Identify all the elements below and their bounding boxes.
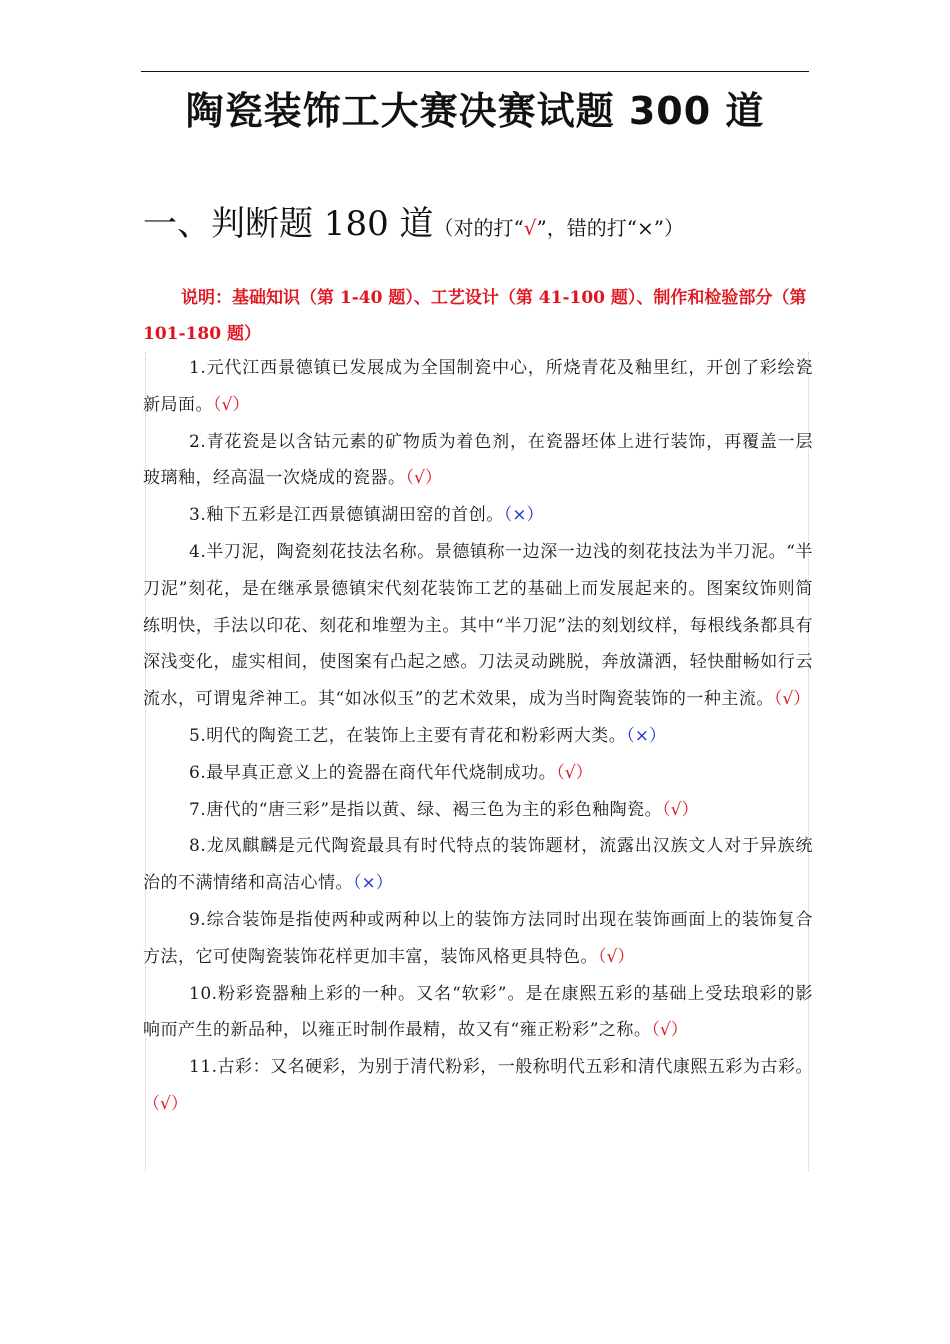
question-item [143,902,813,976]
cross-mark-symbol: × [636,216,654,240]
question-text: 5.明代的陶瓷工艺，在装饰上主要有青花和粉彩两大类。 [189,725,627,746]
question-text: 4.半刀泥，陶瓷刻花技法名称。景德镇称一边深一边浅的刻花技法为半刀泥。“半刀泥”刻花，是在继承景德镇宋代刻花装饰工艺的基础上而发展起来的。图案纹饰则简练明快，手法以印花、刻花和堆塑为主。其中“半刀泥”法的刻划纹样，每根线条都具有深浅变化，虚实相间，使图案有凸起之感。刀法灵动跳脱，奔放潇洒，轻快酣畅如行云流水，可谓鬼斧神工。其“如冰似玉”的艺术效果，成为当时陶瓷装饰的一种主流。 [143,541,813,710]
question-text: 9.综合装饰是指使两种或两种以上的装饰方法同时出现在装饰画面上的装饰复合方法，它可使陶瓷装饰花样更加丰富，装饰风格更具特色。 [143,909,813,967]
answer-correct-mark: （√） [556,762,593,783]
question-text: 3.釉下五彩是江西景德镇湖田窑的首创。 [189,505,504,526]
answer-wrong-mark: （×） [353,873,393,894]
answer-correct-mark: （√） [213,394,250,415]
question-item [143,350,813,424]
question-item [143,424,813,498]
question-item [143,497,813,534]
question-text: 2.青花瓷是以含钴元素的矿物质为着色剂，在瓷器坯体上进行装饰，再覆盖一层玻璃釉，经高温一次烧成的瓷器。 [143,431,813,489]
question-item [143,534,813,718]
top-rule [141,71,809,72]
question-item [143,718,813,755]
question-list [143,350,813,1123]
question-item [143,755,813,792]
instructions-note: 说明：基础知识（第 1-40 题）、工艺设计（第 41-100 题）、制作和检验部分（第 101-180 题） [143,288,807,344]
answer-correct-mark: （√） [773,689,811,710]
answer-wrong-mark: （×） [503,505,544,526]
question-item [143,1049,813,1123]
answer-correct-mark: （√） [143,1093,188,1114]
check-mark-symbol: √ [523,216,537,240]
question-text: 11.古彩：又名硬彩，为别于清代粉彩，一般称明代五彩和清代康熙五彩为古彩。 [189,1057,813,1078]
section-heading [143,196,684,245]
question-text: 7.唐代的“唐三彩”是指以黄、绿、褐三色为主的彩色釉陶瓷。 [189,799,663,820]
question-text: 8.龙凤麒麟是元代陶瓷最具有时代特点的装饰题材，流露出汉族文人对于异族统治的不满情绪和高洁心情。 [143,836,813,894]
answer-correct-mark: （√） [662,799,699,820]
section-title: 一、判断题 180 道 [143,204,434,244]
question-item [143,976,813,1050]
document-title: 陶瓷装饰工大赛决赛试题 300 道 [185,89,765,133]
question-text: 1.元代江西景德镇已发展成为全国制瓷中心，所烧青花及釉里红，开创了彩绘瓷新局面。 [143,358,813,415]
answer-correct-mark: （√） [405,468,442,489]
question-text: 6.最早真正意义上的瓷器在商代年代烧制成功。 [189,762,557,783]
section-instruction: （对的打“√”，错的打“×”） [433,216,684,240]
answer-correct-mark: （√） [651,1020,688,1041]
answer-correct-mark: （√） [598,946,635,967]
question-item [143,828,813,902]
answer-wrong-mark: （×） [626,725,666,746]
question-item [143,792,813,829]
question-text: 10.粉彩瓷器釉上彩的一种。又名“软彩”。是在康熙五彩的基础上受珐琅彩的影响而产生的新品种，以雍正时制作最精，故又有“雍正粉彩”之称。 [143,983,813,1041]
